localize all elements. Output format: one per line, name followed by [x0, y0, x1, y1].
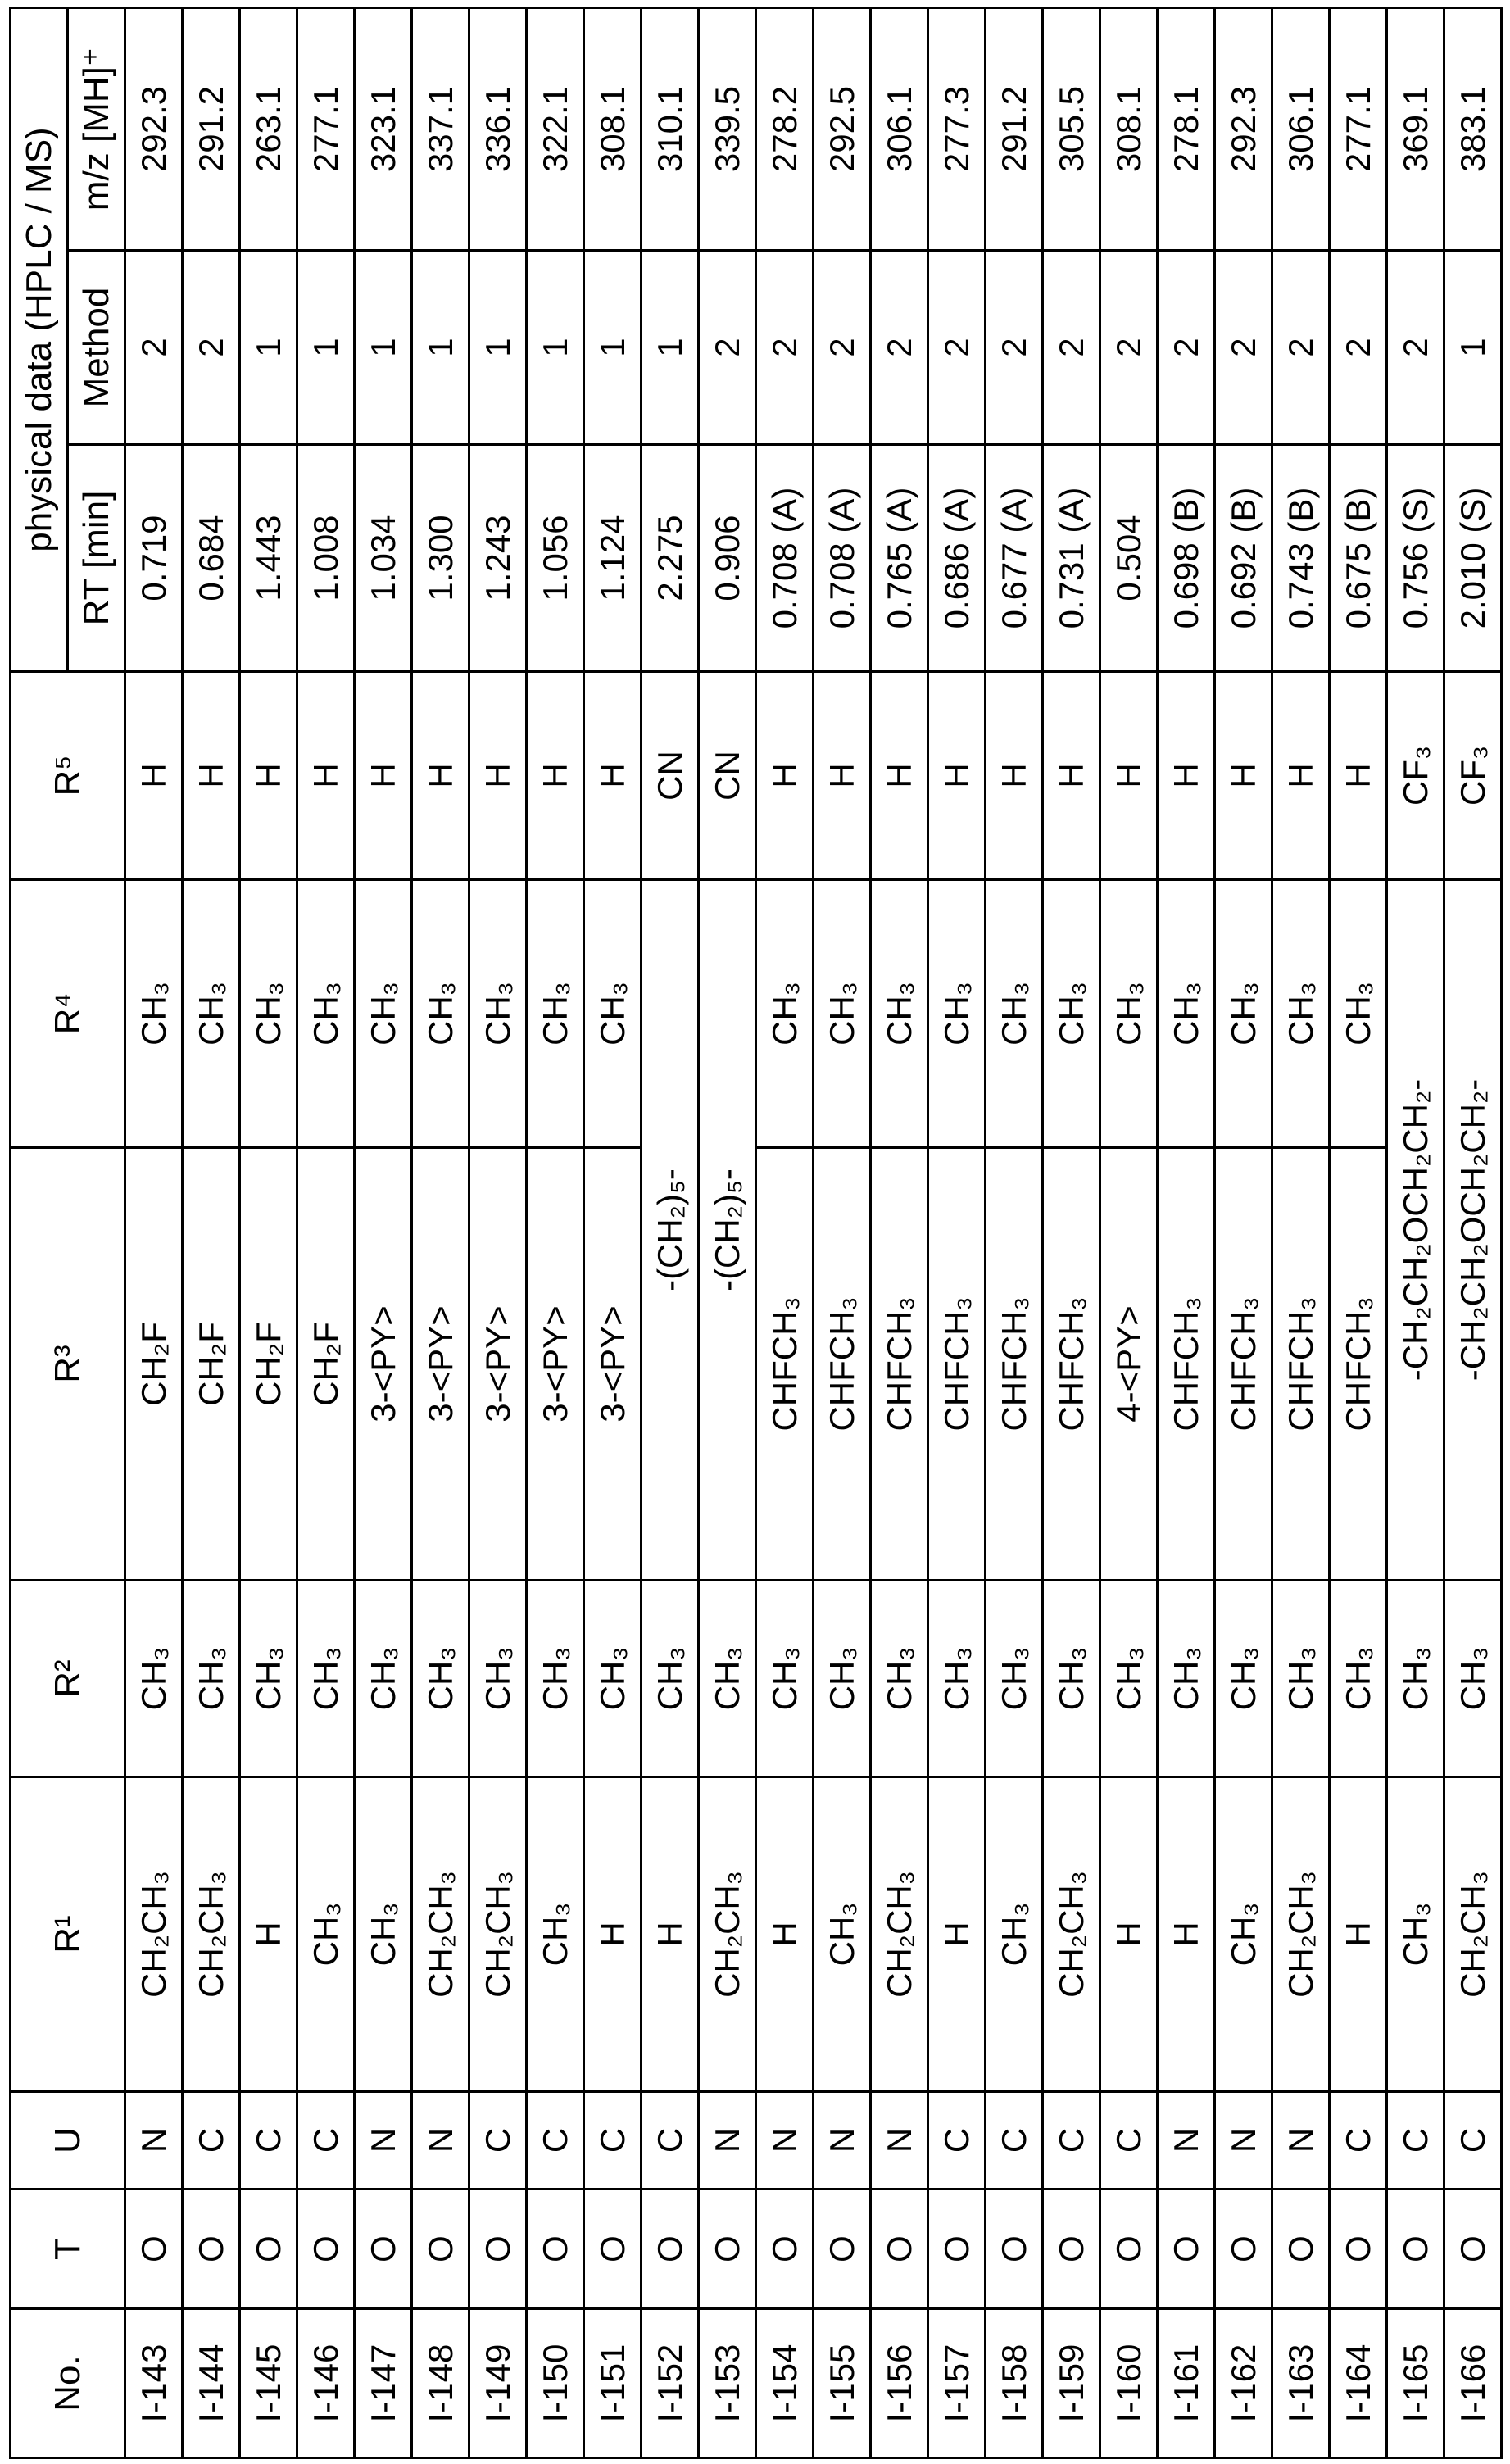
cell-r1: CH₃ — [297, 1777, 355, 2092]
cell-rt: 2.275 — [642, 445, 699, 672]
cell-method: 1 — [240, 251, 297, 445]
table-row — [1387, 8, 1444, 2458]
cell-u: C — [1444, 2092, 1502, 2189]
cell-u: C — [1043, 2092, 1100, 2189]
cell-u: C — [183, 2092, 240, 2189]
cell-r34: -(CH₂)₅- — [642, 880, 699, 1581]
cell-r3: CH₂F — [125, 1148, 183, 1581]
cell-r5: H — [412, 672, 469, 880]
cell-r1: CH₂CH₃ — [183, 1777, 240, 2092]
cell-mz: 306.1 — [1272, 8, 1330, 251]
cell-method: 2 — [756, 251, 814, 445]
cell-t: O — [355, 2189, 412, 2309]
header-r1: R¹ — [11, 1777, 125, 2092]
header-no: No. — [11, 2309, 125, 2458]
cell-mz: 292.3 — [125, 8, 183, 251]
header-r5: R⁵ — [11, 672, 125, 880]
cell-r2: CH₃ — [125, 1581, 183, 1777]
rotated-page — [0, 0, 1510, 2464]
cell-no: I-153 — [699, 2309, 756, 2458]
cell-r5: H — [297, 672, 355, 880]
cell-r3: CH₂F — [183, 1148, 240, 1581]
cell-mz: 336.1 — [469, 8, 527, 251]
header-r2: R² — [11, 1581, 125, 1777]
cell-r3: CHFCH₃ — [1215, 1148, 1272, 1581]
cell-r5: H — [1330, 672, 1387, 880]
cell-r3: CHFCH₃ — [1272, 1148, 1330, 1581]
cell-u: N — [355, 2092, 412, 2189]
cell-rt: 1.056 — [527, 445, 584, 672]
cell-r4: CH₃ — [1215, 880, 1272, 1148]
cell-method: 2 — [871, 251, 928, 445]
cell-r2: CH₃ — [297, 1581, 355, 1777]
cell-r3: 3-<PY> — [355, 1148, 412, 1581]
cell-r4: CH₃ — [756, 880, 814, 1148]
cell-r2: CH₃ — [527, 1581, 584, 1777]
cell-r34: -CH₂CH₂OCH₂CH₂- — [1444, 880, 1502, 1581]
cell-r2: CH₃ — [1444, 1581, 1502, 1777]
table-row — [871, 8, 928, 2458]
cell-mz: 277.3 — [928, 8, 986, 251]
cell-r2: CH₃ — [412, 1581, 469, 1777]
cell-r4: CH₃ — [183, 880, 240, 1148]
cell-r5: H — [756, 672, 814, 880]
cell-mz: 291.2 — [986, 8, 1043, 251]
cell-no: I-159 — [1043, 2309, 1100, 2458]
cell-r3: CH₂F — [240, 1148, 297, 1581]
table-row — [1100, 8, 1158, 2458]
cell-t: O — [1444, 2189, 1502, 2309]
cell-r3: CHFCH₃ — [1330, 1148, 1387, 1581]
compound-table — [9, 7, 1503, 2459]
cell-r5: H — [928, 672, 986, 880]
cell-no: I-166 — [1444, 2309, 1502, 2458]
cell-t: O — [1215, 2189, 1272, 2309]
cell-t: O — [297, 2189, 355, 2309]
cell-r5: H — [1215, 672, 1272, 880]
cell-method: 2 — [1272, 251, 1330, 445]
cell-no: I-149 — [469, 2309, 527, 2458]
cell-rt: 0.684 — [183, 445, 240, 672]
cell-r1: CH₃ — [1387, 1777, 1444, 2092]
cell-r4: CH₃ — [297, 880, 355, 1148]
cell-rt: 0.698 (B) — [1158, 445, 1215, 672]
cell-rt: 0.719 — [125, 445, 183, 672]
cell-r1: H — [1100, 1777, 1158, 2092]
cell-r1: CH₂CH₃ — [699, 1777, 756, 2092]
cell-t: O — [642, 2189, 699, 2309]
cell-no: I-143 — [125, 2309, 183, 2458]
cell-r1: CH₂CH₃ — [1272, 1777, 1330, 2092]
cell-r1: H — [584, 1777, 642, 2092]
cell-t: O — [1100, 2189, 1158, 2309]
cell-t: O — [183, 2189, 240, 2309]
cell-t: O — [240, 2189, 297, 2309]
header-t: T — [11, 2189, 125, 2309]
cell-u: C — [1100, 2092, 1158, 2189]
cell-r1: CH₂CH₃ — [1043, 1777, 1100, 2092]
cell-rt: 1.300 — [412, 445, 469, 672]
table-row — [1272, 8, 1330, 2458]
cell-r4: CH₃ — [125, 880, 183, 1148]
cell-no: I-155 — [814, 2309, 871, 2458]
cell-r1: H — [240, 1777, 297, 2092]
cell-u: N — [412, 2092, 469, 2189]
header-r4: R⁴ — [11, 880, 125, 1148]
cell-u: C — [642, 2092, 699, 2189]
cell-r5: H — [986, 672, 1043, 880]
cell-mz: 277.1 — [297, 8, 355, 251]
cell-mz: 369.1 — [1387, 8, 1444, 251]
cell-r3: 3-<PY> — [412, 1148, 469, 1581]
cell-r4: CH₃ — [469, 880, 527, 1148]
cell-no: I-163 — [1272, 2309, 1330, 2458]
cell-r5: H — [1158, 672, 1215, 880]
cell-r3: 3-<PY> — [584, 1148, 642, 1581]
cell-no: I-161 — [1158, 2309, 1215, 2458]
cell-r2: CH₃ — [584, 1581, 642, 1777]
cell-mz: 277.1 — [1330, 8, 1387, 251]
cell-r2: CH₃ — [1043, 1581, 1100, 1777]
cell-rt: 0.692 (B) — [1215, 445, 1272, 672]
cell-r1: H — [928, 1777, 986, 2092]
cell-no: I-160 — [1100, 2309, 1158, 2458]
table-row — [814, 8, 871, 2458]
cell-r5: H — [469, 672, 527, 880]
cell-r1: CH₃ — [986, 1777, 1043, 2092]
table-row — [1444, 8, 1502, 2458]
cell-r5: H — [814, 672, 871, 880]
cell-r1: CH₃ — [1215, 1777, 1272, 2092]
table-row — [986, 8, 1043, 2458]
cell-r4: CH₃ — [584, 880, 642, 1148]
cell-r1: H — [642, 1777, 699, 2092]
cell-rt: 1.034 — [355, 445, 412, 672]
header-mz: m/z [MH]⁺ — [68, 8, 125, 251]
cell-r4: CH₃ — [1158, 880, 1215, 1148]
table-row — [1043, 8, 1100, 2458]
cell-t: O — [412, 2189, 469, 2309]
table-body — [125, 8, 1502, 2458]
cell-no: I-147 — [355, 2309, 412, 2458]
table-row — [1330, 8, 1387, 2458]
cell-t: O — [928, 2189, 986, 2309]
cell-no: I-145 — [240, 2309, 297, 2458]
cell-rt: 0.686 (A) — [928, 445, 986, 672]
cell-no: I-144 — [183, 2309, 240, 2458]
cell-rt: 0.731 (A) — [1043, 445, 1100, 672]
cell-rt: 0.675 (B) — [1330, 445, 1387, 672]
cell-u: N — [699, 2092, 756, 2189]
cell-u: C — [928, 2092, 986, 2189]
cell-r5: CF₃ — [1444, 672, 1502, 880]
cell-r4: CH₃ — [871, 880, 928, 1148]
cell-r2: CH₃ — [642, 1581, 699, 1777]
cell-mz: 305.5 — [1043, 8, 1100, 251]
table-row — [928, 8, 986, 2458]
cell-t: O — [469, 2189, 527, 2309]
table-row — [1158, 8, 1215, 2458]
cell-r5: H — [1100, 672, 1158, 880]
cell-r1: CH₃ — [814, 1777, 871, 2092]
cell-mz: 322.1 — [527, 8, 584, 251]
cell-r1: CH₂CH₃ — [412, 1777, 469, 2092]
cell-t: O — [584, 2189, 642, 2309]
cell-r3: 3-<PY> — [469, 1148, 527, 1581]
cell-r3: CHFCH₃ — [871, 1148, 928, 1581]
cell-u: N — [125, 2092, 183, 2189]
cell-mz: 337.1 — [412, 8, 469, 251]
cell-method: 2 — [1387, 251, 1444, 445]
cell-method: 1 — [527, 251, 584, 445]
cell-r5: H — [125, 672, 183, 880]
cell-r2: CH₃ — [240, 1581, 297, 1777]
cell-rt: 1.443 — [240, 445, 297, 672]
table-row — [469, 8, 527, 2458]
cell-r2: CH₃ — [699, 1581, 756, 1777]
cell-method: 1 — [642, 251, 699, 445]
cell-r1: H — [1158, 1777, 1215, 2092]
cell-no: I-158 — [986, 2309, 1043, 2458]
cell-mz: 278.2 — [756, 8, 814, 251]
cell-no: I-156 — [871, 2309, 928, 2458]
cell-method: 2 — [1043, 251, 1100, 445]
cell-u: C — [240, 2092, 297, 2189]
table-row — [125, 8, 183, 2458]
cell-method: 1 — [469, 251, 527, 445]
table-row — [240, 8, 297, 2458]
cell-rt: 0.765 (A) — [871, 445, 928, 672]
cell-r2: CH₃ — [1387, 1581, 1444, 1777]
cell-no: I-154 — [756, 2309, 814, 2458]
cell-r2: CH₃ — [1158, 1581, 1215, 1777]
cell-r5: H — [1043, 672, 1100, 880]
cell-r1: CH₂CH₃ — [125, 1777, 183, 2092]
cell-r2: CH₃ — [986, 1581, 1043, 1777]
header-r3: R³ — [11, 1148, 125, 1581]
cell-u: C — [584, 2092, 642, 2189]
cell-u: N — [871, 2092, 928, 2189]
cell-u: C — [1330, 2092, 1387, 2189]
cell-u: N — [1272, 2092, 1330, 2189]
cell-method: 1 — [584, 251, 642, 445]
cell-mz: 292.5 — [814, 8, 871, 251]
cell-r1: CH₃ — [527, 1777, 584, 2092]
cell-method: 2 — [986, 251, 1043, 445]
cell-r3: CHFCH₃ — [1158, 1148, 1215, 1581]
table-row — [1215, 8, 1272, 2458]
cell-r5: H — [355, 672, 412, 880]
cell-r5: H — [527, 672, 584, 880]
cell-mz: 263.1 — [240, 8, 297, 251]
table-row — [699, 8, 756, 2458]
cell-no: I-165 — [1387, 2309, 1444, 2458]
cell-method: 2 — [928, 251, 986, 445]
cell-mz: 308.1 — [1100, 8, 1158, 251]
cell-rt: 0.677 (A) — [986, 445, 1043, 672]
cell-no: I-157 — [928, 2309, 986, 2458]
cell-r2: CH₃ — [469, 1581, 527, 1777]
cell-mz: 308.1 — [584, 8, 642, 251]
cell-rt: 0.906 — [699, 445, 756, 672]
header-method: Method — [68, 251, 125, 445]
cell-no: I-162 — [1215, 2309, 1272, 2458]
cell-method: 1 — [1444, 251, 1502, 445]
cell-method: 1 — [355, 251, 412, 445]
cell-r5: H — [1272, 672, 1330, 880]
table-row — [297, 8, 355, 2458]
table-row — [412, 8, 469, 2458]
cell-rt: 1.124 — [584, 445, 642, 672]
cell-u: C — [527, 2092, 584, 2189]
cell-t: O — [1158, 2189, 1215, 2309]
cell-rt: 0.743 (B) — [1272, 445, 1330, 672]
cell-mz: 278.1 — [1158, 8, 1215, 251]
cell-r2: CH₃ — [928, 1581, 986, 1777]
cell-r5: H — [871, 672, 928, 880]
cell-method: 2 — [1330, 251, 1387, 445]
cell-u: N — [814, 2092, 871, 2189]
cell-method: 1 — [297, 251, 355, 445]
cell-r1: H — [756, 1777, 814, 2092]
cell-r1: CH₂CH₃ — [871, 1777, 928, 2092]
cell-method: 2 — [699, 251, 756, 445]
cell-r5: H — [584, 672, 642, 880]
cell-t: O — [1387, 2189, 1444, 2309]
cell-r3: CH₂F — [297, 1148, 355, 1581]
cell-mz: 310.1 — [642, 8, 699, 251]
cell-r2: CH₃ — [756, 1581, 814, 1777]
cell-r4: CH₃ — [527, 880, 584, 1148]
cell-rt: 0.756 (S) — [1387, 445, 1444, 672]
table-row — [756, 8, 814, 2458]
cell-method: 2 — [1215, 251, 1272, 445]
cell-u: N — [1158, 2092, 1215, 2189]
cell-t: O — [527, 2189, 584, 2309]
cell-r34: -CH₂CH₂OCH₂CH₂- — [1387, 880, 1444, 1581]
cell-t: O — [1272, 2189, 1330, 2309]
cell-r5: CN — [642, 672, 699, 880]
cell-r2: CH₃ — [1100, 1581, 1158, 1777]
cell-t: O — [814, 2189, 871, 2309]
cell-r2: CH₃ — [871, 1581, 928, 1777]
cell-method: 2 — [1100, 251, 1158, 445]
cell-r3: CHFCH₃ — [986, 1148, 1043, 1581]
cell-rt: 0.708 (A) — [756, 445, 814, 672]
cell-r4: CH₃ — [412, 880, 469, 1148]
cell-r5: CN — [699, 672, 756, 880]
cell-r4: CH₃ — [814, 880, 871, 1148]
cell-mz: 383.1 — [1444, 8, 1502, 251]
cell-rt: 1.008 — [297, 445, 355, 672]
table-row — [642, 8, 699, 2458]
cell-u: C — [1387, 2092, 1444, 2189]
cell-r3: CHFCH₃ — [756, 1148, 814, 1581]
table-row — [527, 8, 584, 2458]
header-u: U — [11, 2092, 125, 2189]
cell-r2: CH₃ — [1215, 1581, 1272, 1777]
cell-method: 2 — [1158, 251, 1215, 445]
cell-mz: 339.5 — [699, 8, 756, 251]
cell-t: O — [1043, 2189, 1100, 2309]
cell-no: I-150 — [527, 2309, 584, 2458]
cell-r1: CH₃ — [355, 1777, 412, 2092]
cell-no: I-152 — [642, 2309, 699, 2458]
cell-r4: CH₃ — [1330, 880, 1387, 1148]
cell-r34: -(CH₂)₅- — [699, 880, 756, 1581]
cell-method: 1 — [412, 251, 469, 445]
cell-method: 2 — [125, 251, 183, 445]
cell-r2: CH₃ — [355, 1581, 412, 1777]
cell-mz: 291.2 — [183, 8, 240, 251]
cell-u: C — [297, 2092, 355, 2189]
cell-r3: CHFCH₃ — [1043, 1148, 1100, 1581]
cell-r4: CH₃ — [1043, 880, 1100, 1148]
cell-r2: CH₃ — [1330, 1581, 1387, 1777]
cell-r4: CH₃ — [355, 880, 412, 1148]
cell-t: O — [125, 2189, 183, 2309]
cell-method: 2 — [814, 251, 871, 445]
cell-method: 2 — [183, 251, 240, 445]
cell-r5: H — [183, 672, 240, 880]
cell-no: I-164 — [1330, 2309, 1387, 2458]
cell-t: O — [1330, 2189, 1387, 2309]
cell-rt: 0.708 (A) — [814, 445, 871, 672]
cell-r5: CF₃ — [1387, 672, 1444, 880]
cell-u: N — [1215, 2092, 1272, 2189]
cell-rt: 1.243 — [469, 445, 527, 672]
cell-mz: 292.3 — [1215, 8, 1272, 251]
cell-mz: 323.1 — [355, 8, 412, 251]
cell-rt: 0.504 — [1100, 445, 1158, 672]
cell-r3: CHFCH₃ — [928, 1148, 986, 1581]
table-row — [355, 8, 412, 2458]
cell-r4: CH₃ — [1100, 880, 1158, 1148]
cell-r3: 4-<PY> — [1100, 1148, 1158, 1581]
cell-r4: CH₃ — [986, 880, 1043, 1148]
cell-no: I-151 — [584, 2309, 642, 2458]
cell-r1: CH₂CH₃ — [469, 1777, 527, 2092]
cell-rt: 2.010 (S) — [1444, 445, 1502, 672]
cell-no: I-148 — [412, 2309, 469, 2458]
cell-no: I-146 — [297, 2309, 355, 2458]
cell-mz: 306.1 — [871, 8, 928, 251]
cell-r1: H — [1330, 1777, 1387, 2092]
cell-u: N — [756, 2092, 814, 2189]
table-row — [584, 8, 642, 2458]
cell-t: O — [699, 2189, 756, 2309]
cell-r4: CH₃ — [928, 880, 986, 1148]
cell-u: C — [469, 2092, 527, 2189]
header-physical-data: physical data (HPLC / MS) — [11, 8, 68, 672]
cell-r2: CH₃ — [814, 1581, 871, 1777]
cell-r2: CH₃ — [183, 1581, 240, 1777]
header-rt: RT [min] — [68, 445, 125, 672]
table-row — [183, 8, 240, 2458]
cell-r4: CH₃ — [240, 880, 297, 1148]
cell-r3: CHFCH₃ — [814, 1148, 871, 1581]
cell-t: O — [871, 2189, 928, 2309]
cell-r5: H — [240, 672, 297, 880]
cell-u: C — [986, 2092, 1043, 2189]
cell-r4: CH₃ — [1272, 880, 1330, 1148]
cell-r2: CH₃ — [1272, 1581, 1330, 1777]
cell-t: O — [756, 2189, 814, 2309]
cell-t: O — [986, 2189, 1043, 2309]
cell-r1: CH₂CH₃ — [1444, 1777, 1502, 2092]
cell-r3: 3-<PY> — [527, 1148, 584, 1581]
